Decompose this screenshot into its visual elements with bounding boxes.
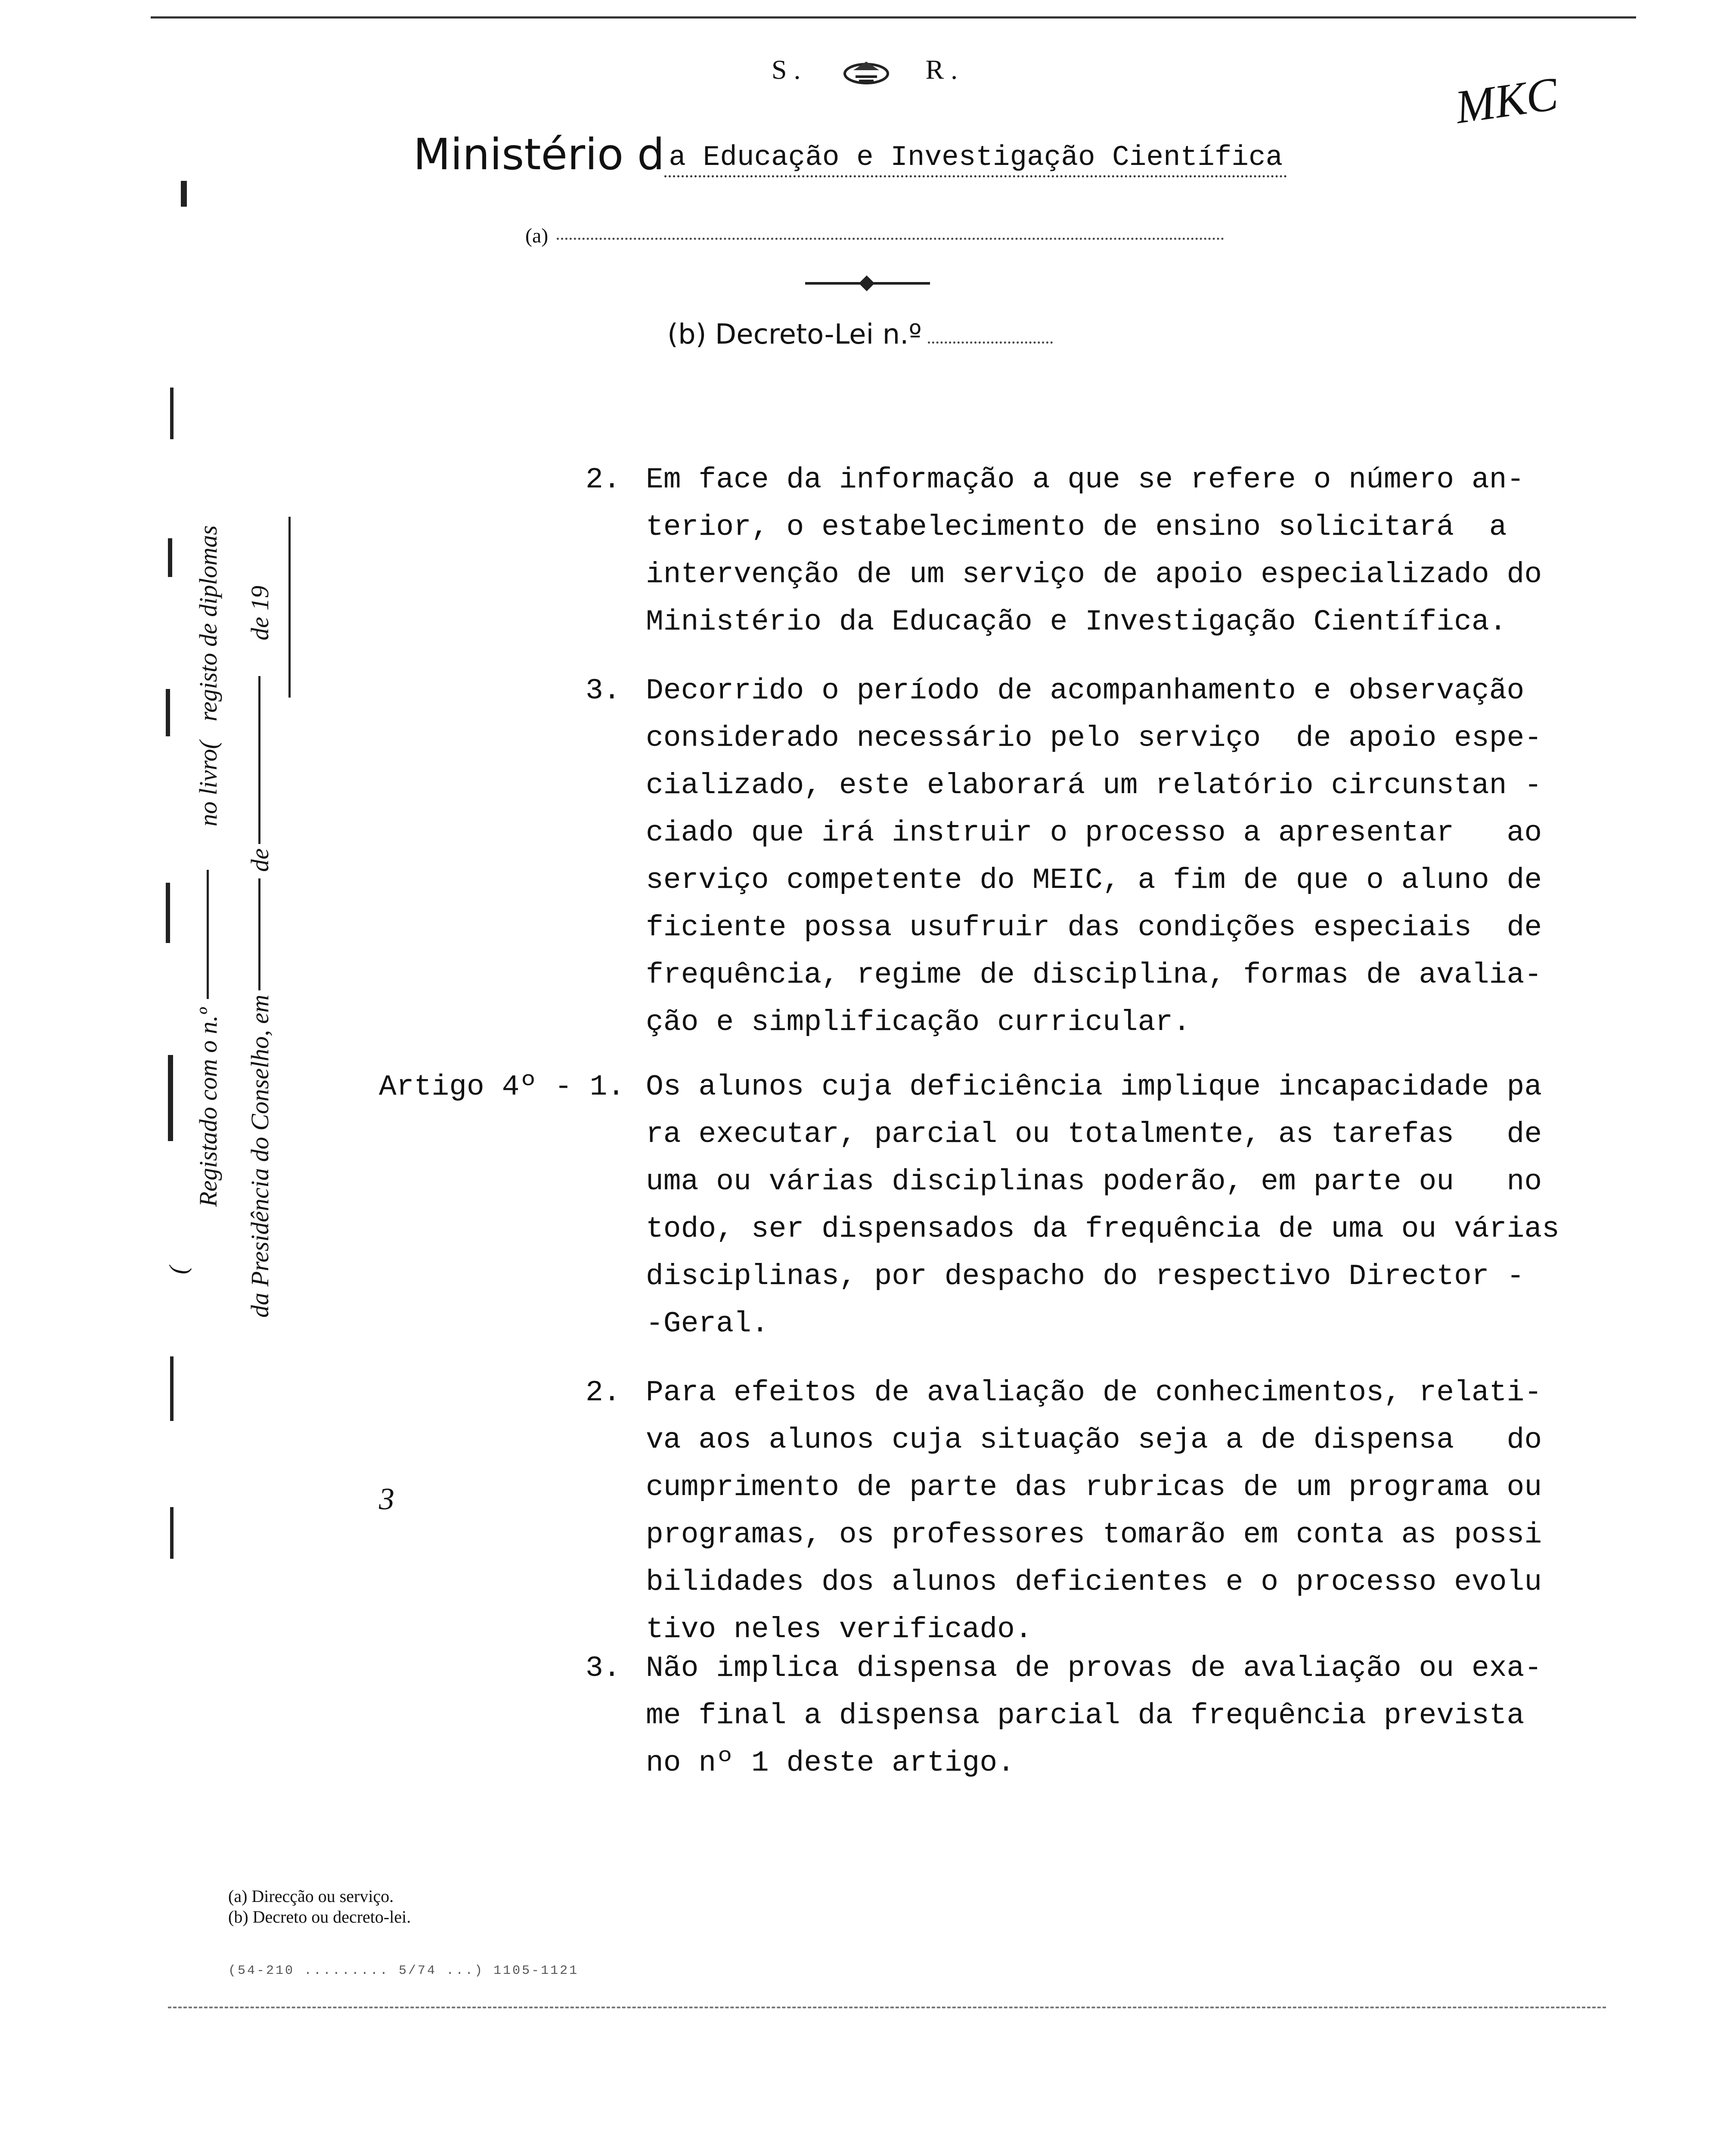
scan-mark bbox=[170, 1356, 174, 1421]
margin-line1-rule bbox=[207, 870, 209, 999]
coat-of-arms-icon bbox=[834, 57, 899, 87]
bottom-dashed-rule bbox=[168, 2007, 1606, 2008]
handwritten-side-mark: 3 bbox=[379, 1482, 394, 1516]
top-rule bbox=[151, 16, 1636, 19]
margin-line1c: registo de diplomas bbox=[194, 525, 222, 722]
service-line bbox=[525, 224, 1224, 248]
ministry-name: a Educação e Investigação Científica bbox=[664, 141, 1287, 177]
article-4-paragraph-2-text: Para efeitos de avaliação de conhecimentos, relati- va aos alunos cuja situação seja a de dispensa do cumprimento de parte das rubricas de um programa ou programas, os professores tomarão em conta as possi bilidades dos alunos deficientes e o processo evolu tivo neles verificado. bbox=[646, 1376, 1542, 1646]
decree-label: (b) Decreto-Lei n.º bbox=[667, 319, 922, 351]
registration-margin bbox=[164, 499, 344, 1339]
paragraph-3-text: Decorrido o período de acompanhamento e observação considerado necessário pelo serviço de apoio espe- cializado, este elaborará um relatório circunstan - ciado que irá instruir o processo a apresentar ao serviço competente do MEIC, a fim de que o aluno de ficiente possa usufruir das condições especiais de frequência, regime de disciplina, formas de avalia- ção e simplificação curricular. bbox=[646, 674, 1542, 1039]
header-sr-left: S. bbox=[771, 54, 808, 85]
margin-line2: da Presidência do Conselho, em bbox=[246, 995, 274, 1318]
scan-mark bbox=[181, 181, 187, 207]
service-dotted-field bbox=[557, 238, 1224, 240]
footnote-a: (a) Direcção ou serviço. bbox=[228, 1886, 394, 1906]
footnote-b: (b) Decreto ou decreto-lei. bbox=[228, 1907, 411, 1927]
scan-mark bbox=[168, 538, 172, 577]
margin-paren-open: ( bbox=[164, 1266, 192, 1275]
article-4-paragraph-3-label: 3. bbox=[586, 1652, 621, 1685]
footnotes bbox=[228, 1886, 411, 1927]
margin-line2-rule-a bbox=[258, 878, 260, 990]
article-4-label: Artigo 4º - 1. bbox=[379, 1070, 625, 1104]
margin-line1: Registado com o n.º bbox=[194, 1008, 222, 1207]
article-4-paragraph-2-label: 2. bbox=[586, 1376, 621, 1409]
decree-dotted-field bbox=[928, 341, 1053, 344]
scan-mark bbox=[170, 388, 174, 439]
margin-line2b: de bbox=[246, 848, 274, 872]
margin-line2-rule-b bbox=[258, 676, 260, 844]
ministry-label: Ministério d bbox=[413, 129, 665, 180]
service-label: (a) bbox=[525, 224, 549, 247]
margin-right-rule bbox=[288, 517, 291, 698]
article-4-paragraph-3-text: Não implica dispensa de provas de avaliação ou exa- me final a dispensa parcial da frequência prevista no nº 1 deste artigo. bbox=[646, 1652, 1542, 1780]
separator-diamond bbox=[859, 276, 875, 292]
scan-mark bbox=[166, 689, 170, 736]
paragraph-2-label: 2. bbox=[586, 463, 621, 496]
scan-mark bbox=[166, 883, 170, 943]
header-sr-right: R. bbox=[925, 54, 965, 85]
ministry-heading bbox=[413, 129, 1287, 180]
scan-mark bbox=[170, 1507, 174, 1559]
decree-line bbox=[667, 319, 1053, 351]
handwritten-initials: MKC bbox=[1452, 67, 1561, 133]
paragraph-2-text: Em face da informação a que se refere o número an- terior, o estabelecimento de ensino solicitará a intervenção de um serviço de apoio especializado do Ministério da Educação e Investigação Científica. bbox=[646, 463, 1542, 639]
margin-line2c: de 19 bbox=[246, 586, 274, 641]
scan-mark bbox=[168, 1055, 173, 1141]
article-4-text: Os alunos cuja deficiência implique incapacidade pa ra executar, parcial ou totalmente, as tarefas de uma ou várias disciplinas poderão, em parte ou no todo, ser dispensados da frequência de uma ou várias disciplinas, por despacho do respectivo Director - -Geral. bbox=[646, 1070, 1559, 1340]
paragraph-3-label: 3. bbox=[586, 674, 621, 707]
margin-line1b: no livro( bbox=[194, 741, 222, 827]
print-code: (54-210 ......... 5/74 ...) 1105-1121 bbox=[228, 1964, 579, 1978]
